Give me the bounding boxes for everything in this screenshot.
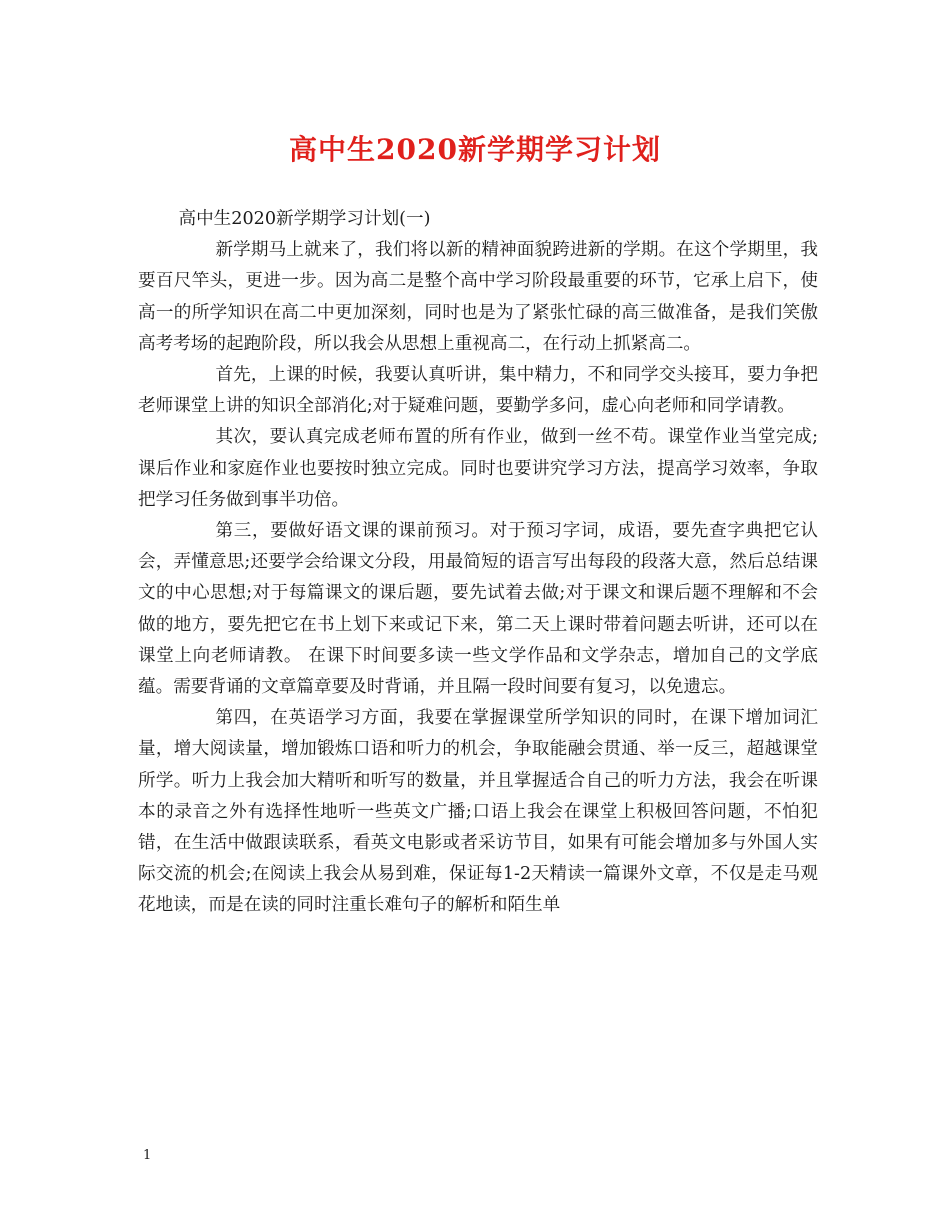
paragraph-intro: 新学期马上就来了，我们将以新的精神面貌跨进新的学期。在这个学期里，我要百尺竿头，更进一步。因为高二是整个高中学习阶段最重要的环节，它承上启下，使高一的所学知识在高二中更加深刻，同时也是为了紧张忙碌的高三做准备，是我们笑傲高考考场的起跑阶段，所以我会从思想上重视高二，在行动上抓紧高二。 (138, 240, 818, 354)
paragraph-third: 第三，要做好语文课的课前预习。对于预习字词，成语，要先查字典把它认会，弄懂意思;还要学会给课文分段，用最简短的语言写出每段的段落大意，然后总结课文的中心思想;对于每篇课文的课后题，要先试着去做;对于课文和课后题不理解和不会做的地方，要先把它在书上划下来或记下来，第二天上课时带着问题去听讲，还可以在课堂上向老师请教。 在课下时间要多读一些文学作品和文学杂志，增加自己的文学底蕴。需要背诵的文章篇章要及时背诵，并且隔一段时间要有复习，以免遗忘。 (138, 521, 818, 698)
paragraph-second: 其次，要认真完成老师布置的所有作业，做到一丝不苟。课堂作业当堂完成;课后作业和家庭作业也要按时独立完成。同时也要讲究学习方法，提高学习效率，争取把学习任务做到事半功倍。 (138, 427, 818, 510)
paragraph-first: 首先，上课的时候，我要认真听讲，集中精力，不和同学交头接耳，要力争把老师课堂上讲的知识全部消化;对于疑难问题，要勤学多问，虚心向老师和同学请教。 (138, 365, 818, 417)
document-body (138, 204, 818, 922)
paragraph-fourth: 第四，在英语学习方面，我要在掌握课堂所学知识的同时，在课下增加词汇量，增大阅读量，增加锻炼口语和听力的机会，争取能融会贯通、举一反三，超越课堂所学。听力上我会加大精听和听写的数量，并且掌握适合自己的听力方法，我会在听课本的录音之外有选择性地听一些英文广播;口语上我会在课堂上积极回答问题，不怕犯错，在生活中做跟读联系，看英文电影或者采访节目，如果有可能会增加多与外国人实际交流的机会;在阅读上我会从易到难，保证每1-2天精读一篇课外文章，不仅是走马观花地读，而是在读的同时注重长难句子的解析和陌生单 (138, 708, 818, 916)
page-number: 1 (143, 1148, 152, 1163)
document-title: 高中生2020新学期学习计划 (289, 133, 661, 166)
section-subtitle: 高中生2020新学期学习计划(一) (178, 209, 431, 229)
